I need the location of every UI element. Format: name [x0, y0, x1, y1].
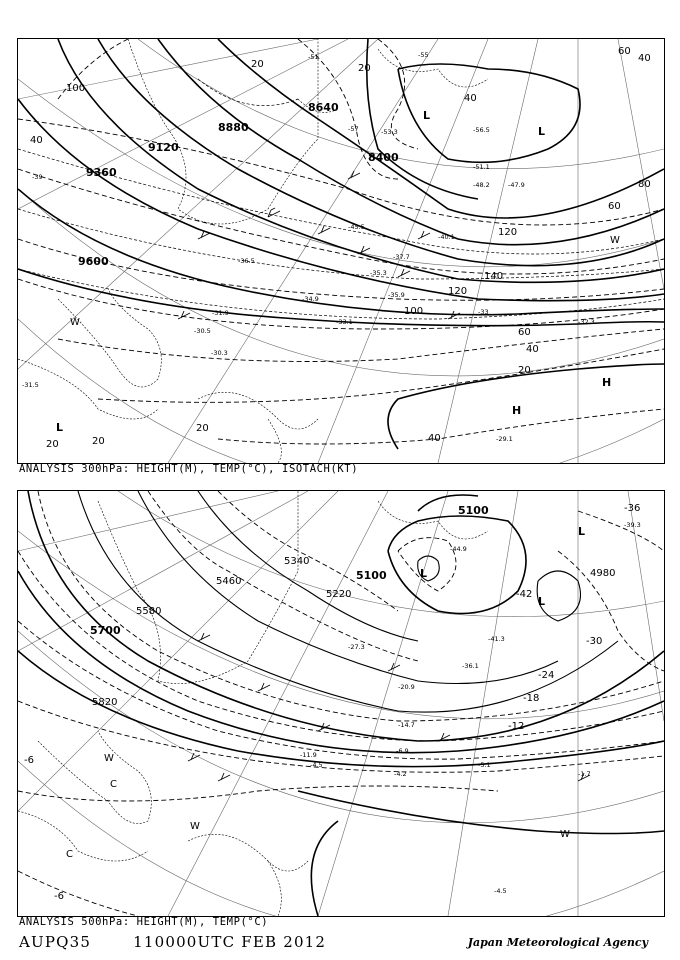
temp-label: -14.7: [398, 721, 415, 729]
height-label: 8640: [308, 101, 339, 114]
temp-label: -12: [508, 721, 525, 732]
isotach-label: 20: [518, 365, 531, 376]
temp-label: -57: [348, 125, 359, 133]
temp-label: -45.5: [348, 223, 365, 231]
isotach-label: 20: [358, 63, 371, 74]
temp-label: -36.5: [238, 257, 255, 265]
isotach-label: 40: [638, 53, 651, 64]
coastlines-300: [18, 39, 488, 463]
isotach-label: 60: [618, 46, 631, 57]
low-center-label: L: [420, 567, 428, 580]
temp-label: -51: [308, 53, 319, 61]
low-center-label: L: [538, 125, 546, 138]
coastlines-500: [18, 491, 488, 916]
isotherms-300: [18, 79, 664, 319]
isotach-label: 40: [526, 344, 539, 355]
temp-label: -6.9: [396, 747, 409, 755]
height-label: 5460: [216, 576, 242, 587]
isotach-label: 100: [404, 306, 424, 317]
height-label: 8880: [218, 121, 249, 134]
warm-center-label: W: [190, 821, 200, 832]
temp-label: -40.1: [438, 233, 455, 241]
temp-label: -47.9: [508, 181, 525, 189]
cold-center-label: C: [110, 779, 117, 790]
high-center-label: H: [512, 404, 522, 417]
high-center-label: H: [602, 376, 612, 389]
height-contours-300: [18, 39, 664, 449]
height-label: 5100: [458, 504, 489, 517]
isotach-label: 20: [92, 436, 105, 447]
temp-label: -53.3: [381, 128, 398, 136]
temp-label: -41.3: [488, 635, 505, 643]
temp-label: -33.1: [336, 318, 353, 326]
isotach-label: 120: [448, 286, 468, 297]
height-label: 5580: [136, 606, 162, 617]
low-center-label: L: [578, 525, 586, 538]
isotach-label: 140: [484, 271, 504, 282]
temp-label: -34.9: [302, 295, 319, 303]
temp-label: -32.3: [578, 318, 595, 326]
temp-label: -44.9: [450, 545, 467, 553]
height-label: 5220: [326, 589, 352, 600]
isotach-label: 60: [608, 201, 621, 212]
height-label: 9600: [78, 255, 109, 268]
temp-label: -56.5: [473, 126, 490, 134]
isotach-label: 80: [638, 179, 651, 190]
temp-label: -51.1: [473, 163, 490, 171]
temp-label: -55: [418, 51, 429, 59]
isotach-label: 60: [518, 327, 531, 338]
temp-label: -35.3: [370, 269, 387, 277]
warm-center-label: W: [560, 829, 570, 840]
wind-barbs-300: [178, 171, 460, 319]
temp-label: -4.5: [310, 761, 323, 769]
height-label: 5340: [284, 556, 310, 567]
chart-datetime: 110000UTC FEB 2012: [133, 933, 327, 951]
isotach-label: 20: [251, 59, 264, 70]
temp-label: -48.2: [473, 181, 490, 189]
low-center-label: L: [56, 421, 64, 434]
temp-label: -4.2: [394, 770, 407, 778]
low-center-label: L: [423, 109, 431, 122]
isotach-label: 40: [428, 433, 441, 444]
temp-label: -11.9: [300, 751, 317, 759]
temp-label: -20.9: [398, 683, 415, 691]
agency-name: Japan Meteorological Agency: [467, 936, 648, 949]
isotach-label: 20: [196, 423, 209, 434]
chart-500hpa: [17, 490, 665, 917]
height-labels-500: [90, 504, 615, 708]
temp-label: -30.5: [194, 327, 211, 335]
chart-300hpa-map: [18, 39, 664, 463]
temp-label: -5.1: [478, 761, 491, 769]
temp-label: -36.1: [462, 662, 479, 670]
warm-center-label: W: [104, 753, 114, 764]
temp-label: -30: [586, 636, 603, 647]
graticule-300: [18, 39, 664, 463]
wind-barbs-500: [188, 633, 590, 781]
isotach-label: 100: [66, 83, 86, 94]
temp-label: -37.7: [393, 253, 410, 261]
temp-label: -6: [24, 755, 34, 766]
chart-300hpa: [17, 38, 665, 464]
cold-center-label: C: [66, 849, 73, 860]
isotachs-300: [18, 39, 664, 444]
temp-label: -6: [54, 891, 64, 902]
height-label: 5100: [356, 569, 387, 582]
chart-500hpa-map: [18, 491, 664, 916]
temp-label: -33: [478, 308, 489, 316]
warm-center-label: W: [70, 317, 80, 328]
temp-label: -30.3: [211, 349, 228, 357]
temp-label: -27.3: [348, 643, 365, 651]
chart-code: AUPQ35: [19, 933, 92, 951]
temp-label: -39.3: [624, 521, 641, 529]
isotach-label: 40: [30, 135, 43, 146]
temp-label: -1.7: [578, 770, 591, 778]
temp-label: -24: [538, 670, 555, 681]
caption-500hpa: ANALYSIS 500hPa: HEIGHT(M), TEMP(°C): [19, 916, 269, 928]
height-label: 5820: [92, 697, 118, 708]
temp-label: -31.9: [212, 309, 229, 317]
chart-identifier: [19, 933, 326, 951]
temp-label: -31.5: [22, 381, 39, 389]
isotach-label: 40: [464, 93, 477, 104]
caption-300hpa: ANALYSIS 300hPa: HEIGHT(M), TEMP(°C), ISOTACH(KT): [19, 463, 359, 475]
isotach-label: 20: [46, 439, 59, 450]
height-label: 9360: [86, 166, 117, 179]
temp-label: -39: [32, 173, 43, 181]
temp-label: -36: [624, 503, 641, 514]
temp-label: -4.5: [494, 887, 507, 895]
height-label: 8400: [368, 151, 399, 164]
height-label: 9120: [148, 141, 179, 154]
low-center-label: L: [538, 595, 546, 608]
height-label: 4980: [590, 568, 616, 579]
temp-label: -42: [516, 589, 533, 600]
warm-center-label: W: [610, 235, 620, 246]
temp-label: -18: [523, 693, 540, 704]
isotach-label: 120: [498, 227, 518, 238]
height-label: 5700: [90, 624, 121, 637]
temp-label: -29.1: [496, 435, 513, 443]
temp-label: -35.9: [388, 291, 405, 299]
